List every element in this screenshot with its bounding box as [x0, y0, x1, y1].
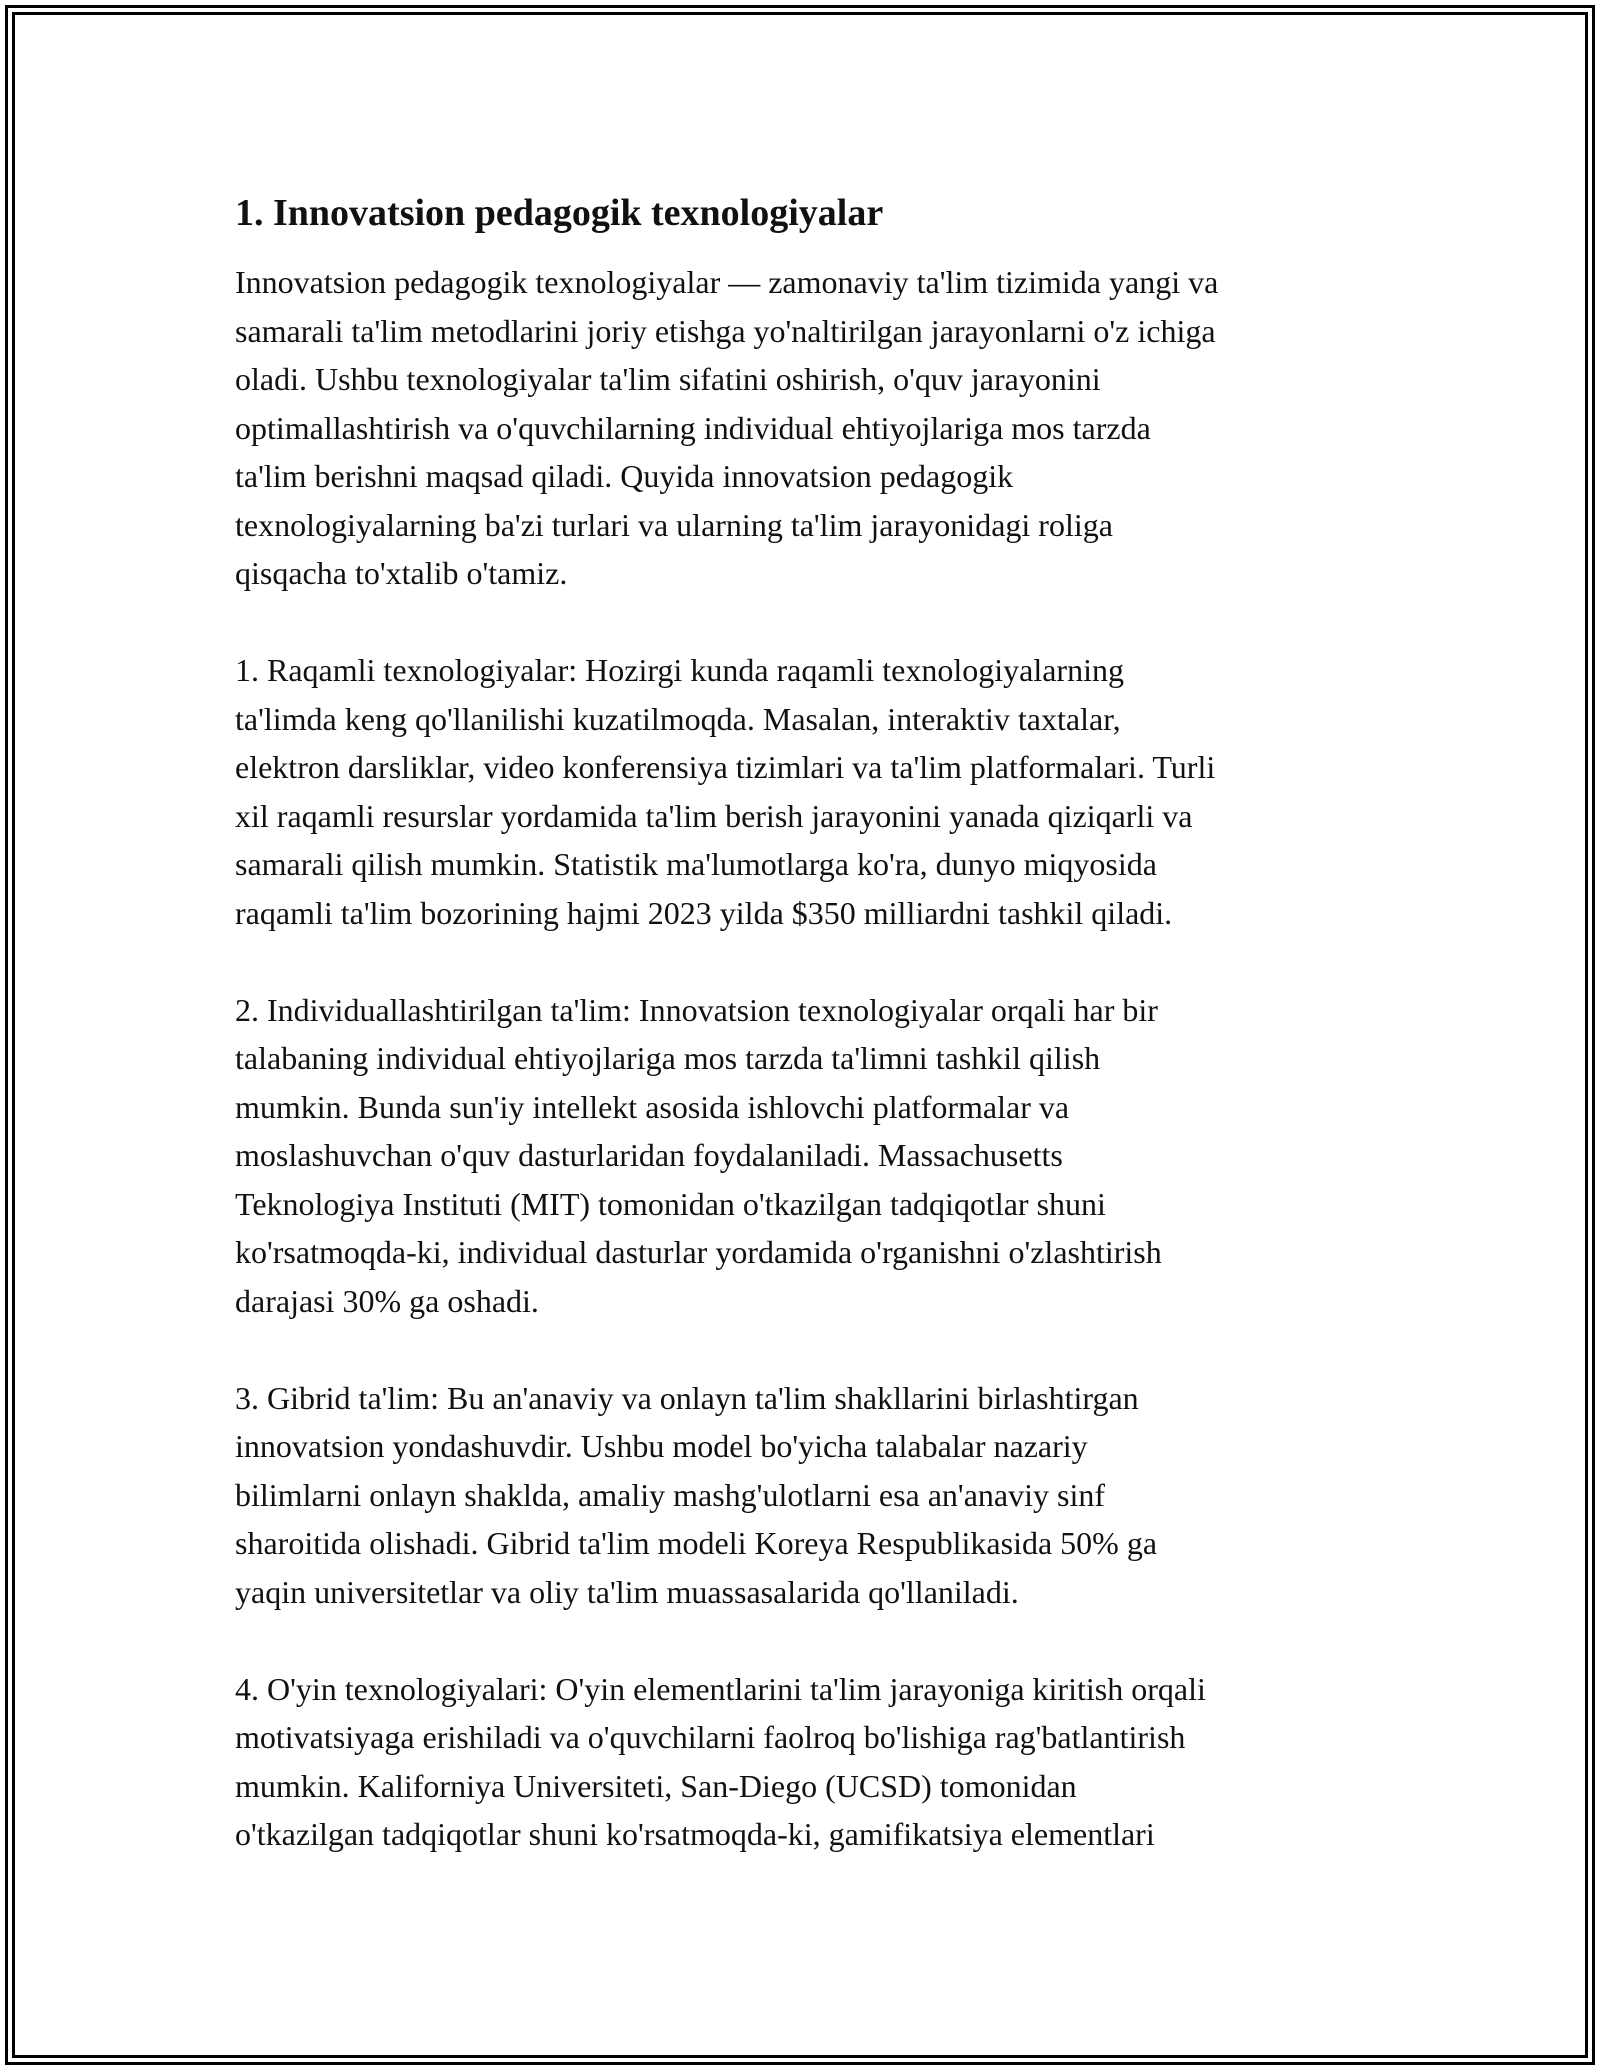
document-body [235, 190, 1385, 1907]
paragraph-individualized-learning: 2. Individuallashtirilgan ta'lim: Innovatsion texnologiyalar orqali har bir talabaning individual ehtiyojlariga mos tarzda ta'limni tashkil qilish mumkin. Bunda sun'iy intellekt asosida ishlovchi platformalar va moslashuvchan o'quv dasturlaridan foydalaniladi. Massachusetts Teknologiya Instituti (MIT) tomonidan o'tkazilgan tadqiqotlar shuni ko'rsatmoqda-ki, individual dasturlar yordamida o'rganishni o'zlashtirish darajasi 30% ga oshadi. [235, 991, 1162, 1319]
paragraph-game-technologies: 4. O'yin texnologiyalari: O'yin elementlarini ta'lim jarayoniga kiritish orqali motivatsiyaga erishiladi va o'quvchilarni faolroq bo'lishiga rag'batlantirish mumkin. Kaliforniya Universiteti, San-Diego (UCSD) tomonidan o'tkazilgan tadqiqotlar shuni ko'rsatmoqda-ki, gamifikatsiya elementlari [235, 1670, 1206, 1852]
paragraph-hybrid-learning: 3. Gibrid ta'lim: Bu an'anaviy va onlayn ta'lim shakllarini birlashtirgan innovatsion yondashuvdir. Ushbu model bo'yicha talabalar nazariy bilimlarni onlayn shaklda, amaliy mashg'ulotlarni esa an'anaviy sinf sharoitida olishadi. Gibrid ta'lim modeli Koreya Respublikasida 50% ga yaqin universitetlar va oliy ta'lim muassasalarida qo'llaniladi. [235, 1379, 1158, 1610]
section-heading: 1. Innovatsion pedagogik texnologiyalar [235, 192, 884, 234]
paragraph-digital-technologies: 1. Raqamli texnologiyalar: Hozirgi kunda raqamli texnologiyalarning ta'limda keng qo'llanilishi kuzatilmoqda. Masalan, interaktiv taxtalar, elektron darsliklar, video konferensiya tizimlari va ta'lim platformalari. Turli xil raqamli resurslar yordamida ta'lim berish jarayonini yanada qiziqarli va samarali qilish mumkin. Statistik ma'lumotlarga ko'ra, dunyo miqyosida raqamli ta'lim bozorining hajmi 2023 yilda $350 milliardni tashkil qiladi. [235, 652, 1216, 931]
intro-paragraph: Innovatsion pedagogik texnologiyalar — zamonaviy ta'lim tizimida yangi va samarali ta'lim metodlarini joriy etishga yo'naltirilgan jarayonlarni o'z ichiga oladi. Ushbu texnologiyalar ta'lim sifatini oshirish, o'quv jarayonini optimallashtirish va o'quvchilarning individual ehtiyojlariga mos tarzda ta'lim berishni maqsad qiladi. Quyida innovatsion pedagogik texnologiyalarning ba'zi turlari va ularning ta'lim jarayonidagi roliga qisqacha to'xtalib o'tamiz. [235, 264, 1219, 591]
